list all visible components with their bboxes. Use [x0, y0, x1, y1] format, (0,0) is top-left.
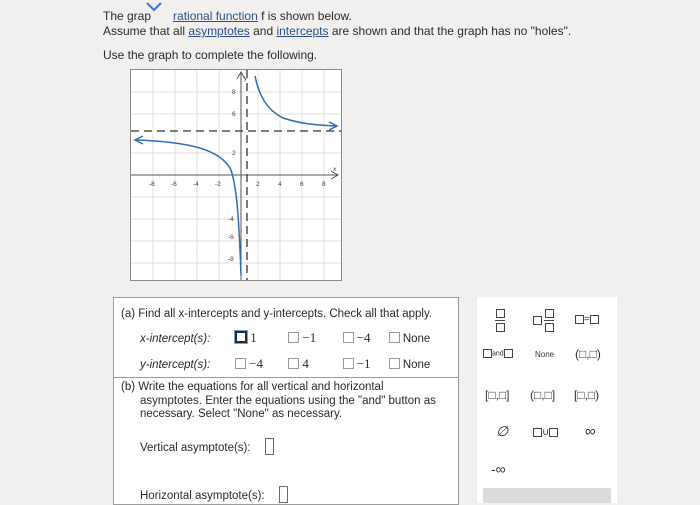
option-label: None: [402, 333, 431, 345]
checkbox[interactable]: [235, 358, 246, 369]
checkbox[interactable]: [343, 332, 354, 343]
intro-line-1: [103, 9, 352, 23]
intro-line-2: [103, 24, 571, 38]
curve-right-branch: [255, 76, 335, 126]
y-option-4[interactable]: [288, 356, 339, 372]
x-tick-label: 6: [300, 181, 304, 188]
math-palette: [477, 297, 617, 503]
none-button[interactable]: None: [535, 350, 555, 359]
x-tick-label: -6: [171, 181, 177, 188]
x-tick-label: 8: [322, 181, 326, 188]
asymptotes-link[interactable]: asymptotes: [188, 24, 250, 38]
part-a-header: (a) Find all x-intercepts and y-intercepts. Check all that apply.: [121, 308, 433, 320]
intercepts-link[interactable]: intercepts: [276, 24, 329, 38]
half-open-right-button[interactable]: [□,□): [574, 388, 600, 402]
y-intercept-label: y-intercept(s):: [140, 359, 211, 371]
x-tick-label: -2: [215, 181, 221, 188]
x-option-neg4[interactable]: [343, 330, 386, 346]
and-symbol: and: [492, 350, 504, 358]
empty-set-button[interactable]: ∅: [496, 423, 509, 439]
closed-interval-button[interactable]: [□,□]: [485, 388, 510, 402]
infinity-button[interactable]: ∞: [585, 423, 596, 440]
x-intercept-label: x-intercept(s):: [140, 333, 211, 345]
union-symbol: ∪: [542, 427, 550, 438]
assume-text: Assume that all: [103, 24, 186, 38]
fraction-button[interactable]: [495, 309, 505, 332]
instruction-text: Use the graph to complete the following.: [103, 48, 318, 62]
question-panel: [113, 297, 459, 505]
checkbox[interactable]: [288, 332, 299, 343]
x-option-1[interactable]: [235, 330, 285, 346]
intro-text-end: f is shown below.: [261, 9, 352, 23]
checkbox[interactable]: [389, 358, 400, 369]
part-b-line-1: (b) Write the equations for all vertical and horizontal: [121, 381, 384, 393]
section-divider: [114, 377, 458, 378]
vertical-asymptote-label: Vertical asymptote(s):: [140, 442, 251, 454]
horizontal-asymptote-row: [140, 486, 288, 503]
option-label: −4: [356, 330, 371, 345]
x-tick-label: 2: [256, 181, 260, 188]
palette-footer: [483, 488, 611, 503]
rational-function-link[interactable]: rational function: [173, 9, 258, 23]
y-option-neg4[interactable]: [235, 356, 285, 372]
x-intercept-row: [140, 330, 430, 346]
option-label: 4: [302, 356, 309, 371]
part-b-line-3: necessary. Select "None" as necessary.: [140, 408, 343, 420]
mixed-number-button[interactable]: [533, 309, 554, 332]
checkbox[interactable]: [389, 332, 400, 343]
y-tick-label: 8: [232, 89, 236, 96]
half-open-left-button[interactable]: (□,□]: [530, 388, 556, 402]
x-axis-label: x: [333, 166, 337, 173]
option-label: None: [402, 359, 431, 371]
part-b-line-2: asymptotes. Enter the equations using the "and" button as: [140, 395, 436, 407]
y-axis-label: y: [244, 75, 248, 82]
open-interval-button[interactable]: (□,□): [575, 347, 601, 361]
y-option-none[interactable]: [389, 359, 431, 371]
vertical-asymptote-row: [140, 438, 274, 455]
x-tick-label: -8: [149, 181, 155, 188]
checkbox[interactable]: [343, 358, 354, 369]
x-tick-label: 4: [278, 181, 282, 188]
y-option-neg1[interactable]: [343, 356, 386, 372]
graph-svg: [131, 70, 341, 280]
option-label: −1: [356, 356, 371, 371]
union-button[interactable]: [533, 427, 558, 438]
y-tick-label: 2: [232, 150, 236, 157]
option-label: −1: [302, 330, 317, 345]
function-graph: [130, 69, 342, 281]
horizontal-asymptote-label: Horizontal asymptote(s):: [140, 490, 265, 502]
y-tick-label: -6: [228, 234, 234, 241]
equals-symbol: =: [584, 314, 590, 325]
horizontal-asymptote-input[interactable]: [279, 486, 288, 503]
equals-button[interactable]: [575, 314, 599, 325]
holes-text: are shown and that the graph has no "holes".: [331, 24, 572, 38]
y-intercept-row: [140, 356, 430, 372]
y-tick-label: -8: [228, 256, 234, 263]
negative-infinity-button[interactable]: -∞: [491, 461, 506, 477]
option-label: −4: [249, 356, 264, 371]
option-label: 1: [250, 330, 257, 345]
x-option-neg1[interactable]: [288, 330, 339, 346]
and-text: and: [253, 24, 274, 38]
and-button[interactable]: [483, 349, 513, 358]
y-tick-label: -4: [228, 216, 234, 223]
vertical-asymptote-input[interactable]: [265, 438, 274, 455]
intro-text: The grap: [103, 9, 152, 23]
x-option-none[interactable]: [389, 333, 431, 345]
x-tick-label: -4: [193, 181, 199, 188]
checkbox[interactable]: [235, 331, 247, 343]
y-tick-label: 6: [232, 111, 236, 118]
checkbox[interactable]: [288, 358, 299, 369]
